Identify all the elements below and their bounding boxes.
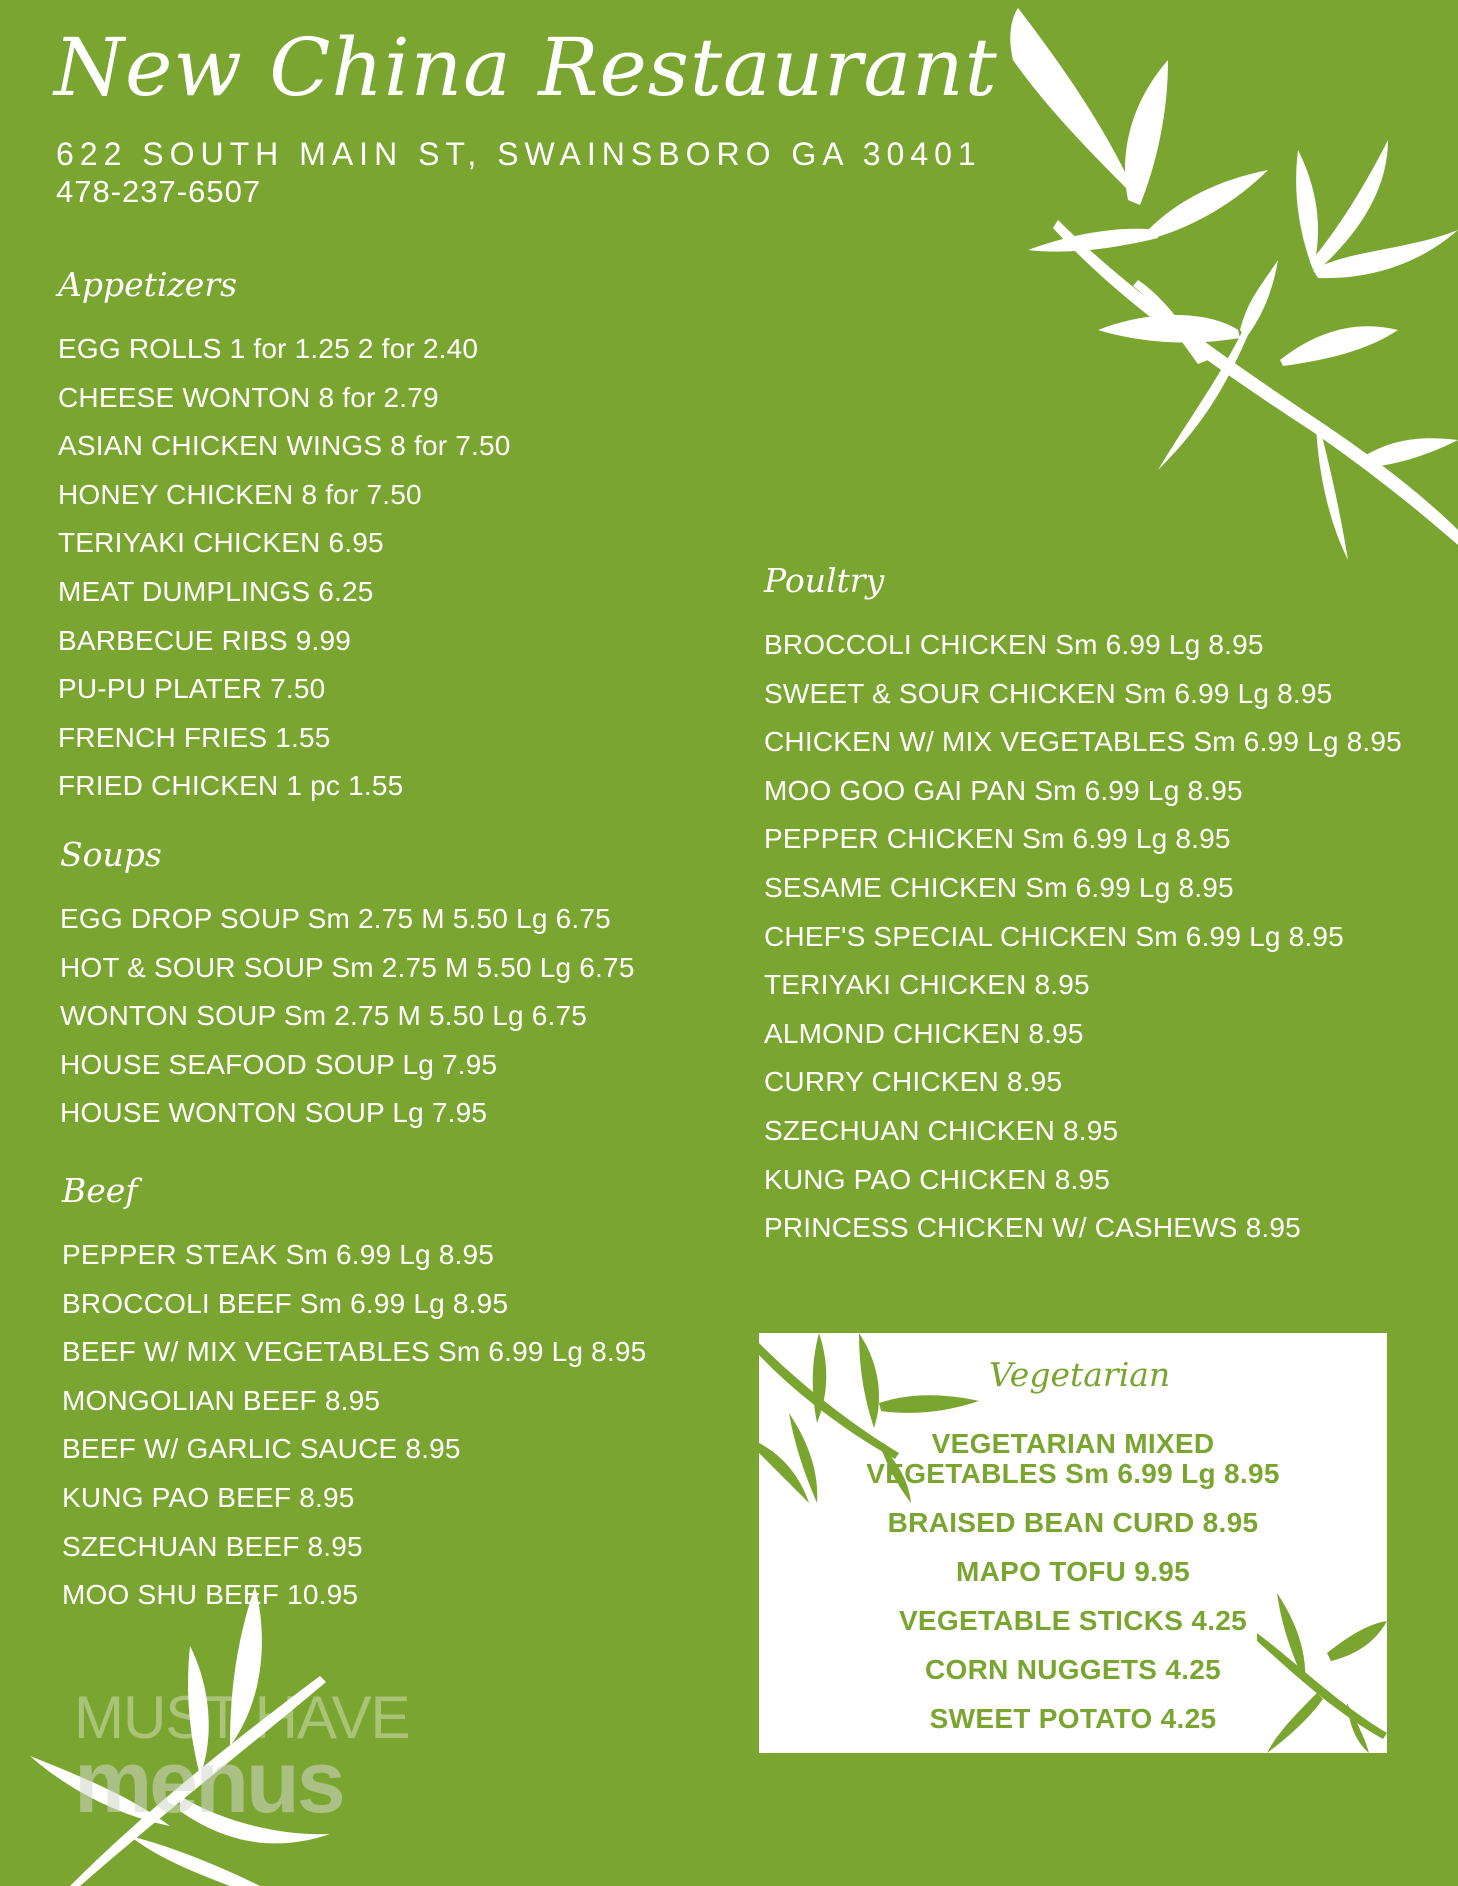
appetizers-section <box>58 265 511 811</box>
menu-item: BARBECUE RIBS 9.99 <box>58 624 352 656</box>
menu-item: HONEY CHICKEN 8 for 7.50 <box>58 478 422 510</box>
menu-item: HOT & SOUR SOUP Sm 2.75 M 5.50 Lg 6.75 <box>60 951 635 983</box>
restaurant-phone: 478-237-6507 <box>56 174 262 209</box>
menu-item: HOUSE WONTON SOUP Lg 7.95 <box>60 1097 488 1129</box>
menu-item: ASIAN CHICKEN WINGS 8 for 7.50 <box>58 430 511 462</box>
menu-item: MONGOLIAN BEEF 8.95 <box>62 1384 381 1416</box>
menu-item: MAPO TOFU 9.95 <box>956 1556 1190 1587</box>
menu-item: SZECHUAN BEEF 8.95 <box>62 1530 363 1562</box>
menu-item: PRINCESS CHICKEN W/ CASHEWS 8.95 <box>764 1212 1301 1244</box>
section-title-vegetarian: Vegetarian <box>989 1355 1171 1394</box>
menu-item: CHEF'S SPECIAL CHICKEN Sm 6.99 Lg 8.95 <box>764 920 1344 952</box>
menu-item: MEAT DUMPLINGS 6.25 <box>58 575 374 607</box>
menu-item: PEPPER CHICKEN Sm 6.99 Lg 8.95 <box>764 823 1231 855</box>
menu-item: BEEF W/ MIX VEGETABLES Sm 6.99 Lg 8.95 <box>62 1336 647 1368</box>
menu-item: TERIYAKI CHICKEN 8.95 <box>764 969 1090 1001</box>
menu-item: PU-PU PLATER 7.50 <box>58 673 326 705</box>
menu-item: PEPPER STEAK Sm 6.99 Lg 8.95 <box>62 1239 495 1270</box>
section-title-beef: Beef <box>62 1171 138 1210</box>
menu-item: CURRY CHICKEN 8.95 <box>764 1066 1063 1098</box>
appetizers-list <box>58 325 511 811</box>
menu-item: VEGETARIAN MIXED <box>931 1428 1215 1459</box>
menu-item: VEGETABLE STICKS 4.25 <box>898 1605 1248 1636</box>
menu-item: HOUSE SEAFOOD SOUP Lg 7.95 <box>60 1048 498 1080</box>
must-have-menus-watermark <box>74 1684 410 1831</box>
vegetarian-list <box>759 1429 1387 1753</box>
menu-item: TERIYAKI CHICKEN 6.95 <box>58 527 384 559</box>
menu-item: CHEESE WONTON 8 for 2.79 <box>58 381 439 413</box>
beef-list <box>62 1231 646 1620</box>
menu-item: FRENCH FRIES 1.55 <box>58 721 331 753</box>
menu-item: WONTON SOUP Sm 2.75 M 5.50 Lg 6.75 <box>60 1000 588 1032</box>
menu-item: CHICKEN W/ MIX VEGETABLES Sm 6.99 Lg 8.95 <box>764 726 1402 758</box>
menu-item: SESAME CHICKEN Sm 6.99 Lg 8.95 <box>764 871 1234 903</box>
watermark-line-1: MUST HAVE <box>74 1684 410 1751</box>
menu-item: SZECHUAN CHICKEN 8.95 <box>764 1114 1119 1146</box>
menu-item: BROCCOLI CHICKEN Sm 6.99 Lg 8.95 <box>764 629 1264 660</box>
poultry-list <box>764 621 1402 1253</box>
menu-item: ALMOND CHICKEN 8.95 <box>764 1017 1084 1049</box>
section-title-poultry: Poultry <box>764 561 885 600</box>
soups-list <box>60 895 635 1138</box>
menu-item: KUNG PAO CHICKEN 8.95 <box>764 1163 1110 1195</box>
watermark-line-2: menus <box>74 1732 343 1831</box>
restaurant-address: 622 SOUTH MAIN ST, SWAINSBORO GA 30401 <box>56 136 982 172</box>
menu-item: VEGETABLES Sm 6.99 Lg 8.95 <box>866 1458 1280 1489</box>
menu-item: EGG DROP SOUP Sm 2.75 M 5.50 Lg 6.75 <box>60 903 611 934</box>
beef-section <box>62 1171 647 1620</box>
menu-item: BRAISED BEAN CURD 8.95 <box>887 1507 1259 1538</box>
menu-item: KUNG PAO BEEF 8.95 <box>62 1481 355 1513</box>
menu-item: BEEF W/ GARLIC SAUCE 8.95 <box>62 1433 461 1465</box>
menu-item: BROCCOLI BEEF Sm 6.99 Lg 8.95 <box>62 1287 509 1319</box>
menu-item: CORN NUGGETS 4.25 <box>924 1654 1222 1685</box>
section-title-soups: Soups <box>60 835 162 874</box>
vegetarian-box <box>759 1333 1387 1753</box>
restaurant-name: New China Restaurant <box>54 21 998 114</box>
bamboo-leaves-top-right-icon <box>918 0 1458 600</box>
menu-item: MOO GOO GAI PAN Sm 6.99 Lg 8.95 <box>764 774 1243 806</box>
menu-item: MOO SHU BEEF 10.95 <box>62 1579 359 1611</box>
poultry-section <box>764 561 1402 1253</box>
menu-item: EGG ROLLS 1 for 1.25 2 for 2.40 <box>58 333 479 364</box>
menu-item: SWEET & SOUR CHICKEN Sm 6.99 Lg 8.95 <box>764 677 1333 709</box>
menu-item: FRIED CHICKEN 1 pc 1.55 <box>58 770 404 802</box>
menu-item: SWEET POTATO 4.25 <box>929 1703 1217 1734</box>
soups-section <box>60 835 635 1138</box>
section-title-appetizers: Appetizers <box>58 265 238 304</box>
